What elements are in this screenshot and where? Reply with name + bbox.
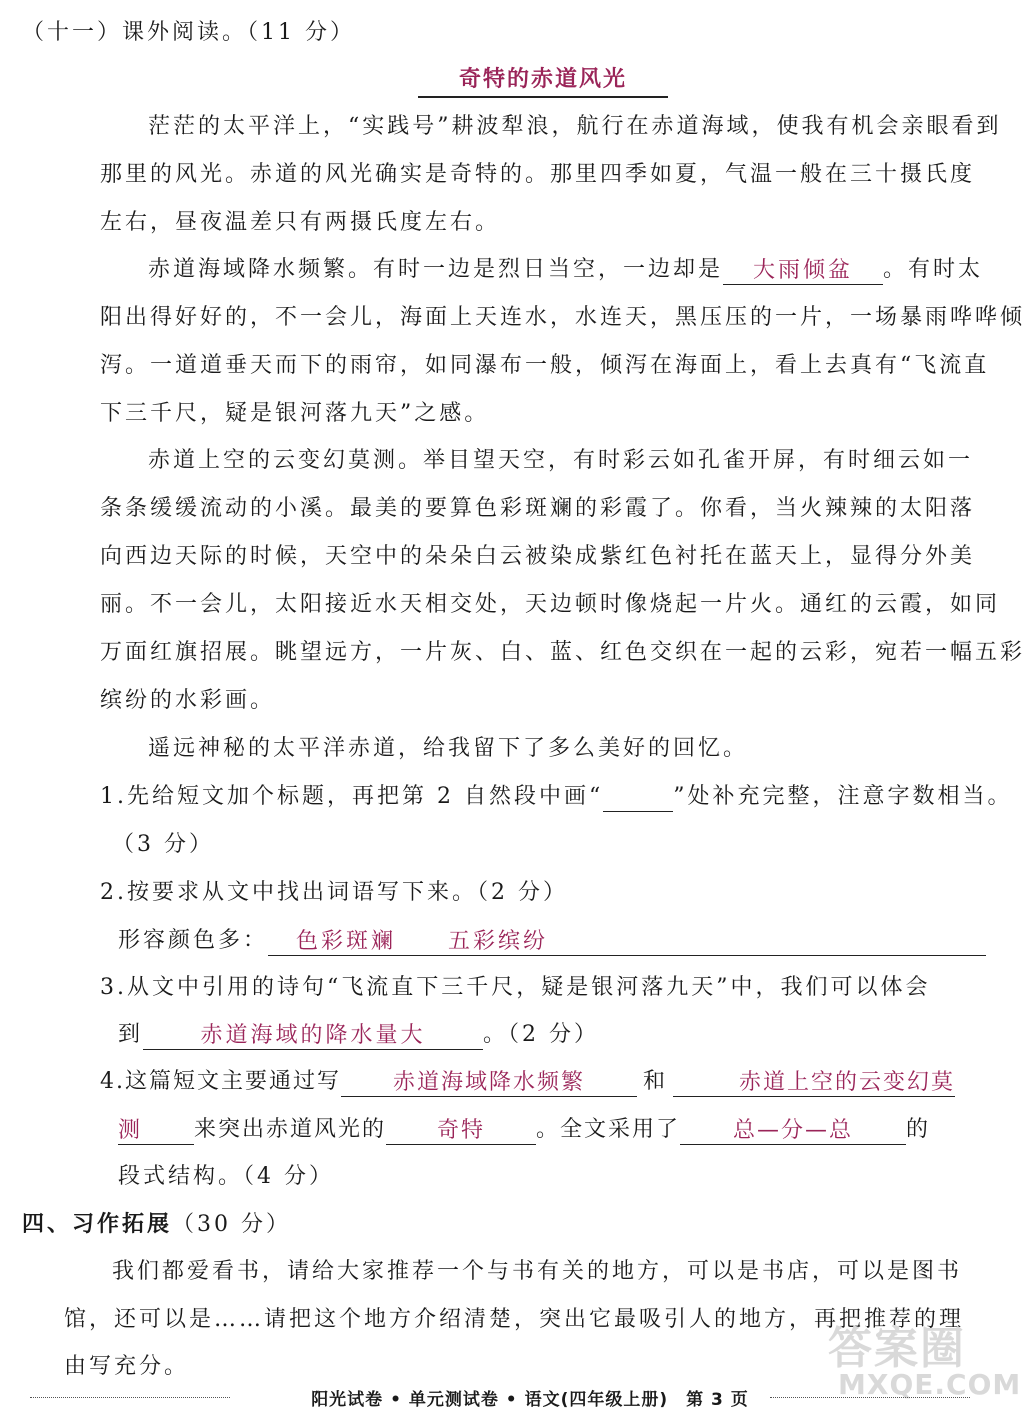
watermark-logo-text: 答案圈 [828,1323,966,1374]
q4-answer2-b: 测 [118,1116,194,1145]
q4-answer2-a: 赤道上空的云变幻莫 [673,1068,955,1097]
q3-pre: 到 [118,1022,144,1047]
q4-mid: 来突出赤道风光的 [194,1117,387,1142]
watermark-url: MXQE.COM [838,1368,1022,1401]
p3-line4: 丽。不一会儿，太阳接近水天相交处，天边顿时像烧起一片火。通红的云霞，如同 [100,592,1001,617]
p3-line6: 缤纷的水彩画。 [100,688,276,713]
p2-line1-post: 。有时太 [883,257,984,282]
footer-rule-right [770,1397,970,1398]
q1-score: （3 分） [112,832,214,857]
q3-line1: 3.从文中引用的诗句“飞流直下三千尺，疑是银河落九天”中，我们可以体会 [100,975,931,1000]
watermark [818,1312,1022,1402]
section-header: （十一）课外阅读。（11 分） [22,20,355,45]
s4-line2: 馆，还可以是……请把这个地方介绍清楚，突出它最吸引人的地方，再把推荐的理 [64,1307,965,1332]
q3-answer: 赤道海域的降水量大 [143,1021,483,1050]
q4-line3: 段式结构。（4 分） [118,1164,334,1189]
p2-line2: 阳出得好好的，不一会儿，海面上天连水，水连天，黑压压的一片，一场暴雨哗哗倾 [100,305,1025,330]
p1-line1: 茫茫的太平洋上，“实践号”耕波犁浪，航行在赤道海域，使我有机会亲眼看到 [148,114,1002,139]
p2-line4: 下三千尺，疑是银河落九天”之感。 [100,401,490,426]
p3-line3: 向西边天际的时候，天空中的朵朵白云被染成紫红色衬托在蓝天上，显得分外美 [100,544,976,569]
q4-answer1: 赤道海域降水频繁 [341,1068,637,1097]
q4-pre: 4.这篇短文主要通过写 [100,1069,341,1094]
p3-line5: 万面红旗招展。眺望远方，一片灰、白、蓝、红色交织在一起的云彩，宛若一幅五彩 [100,640,1025,665]
q2-answer2: 五彩缤纷 [448,929,549,954]
p1-line3: 左右，昼夜温差只有两摄氏度左右。 [100,210,501,235]
q2-answer1: 色彩斑斓 [296,929,397,954]
question-1 [100,782,1012,812]
article-title: 奇特的赤道风光 [418,64,668,98]
s4-line1: 我们都爱看书，请给大家推荐一个与书有关的地方，可以是书店，可以是图书 [112,1259,963,1284]
p4-line1: 遥远神秘的太平洋赤道，给我留下了多么美好的回忆。 [148,736,749,761]
q1-blank [603,783,673,812]
q4-line2 [118,1115,930,1145]
q4-answer3: 奇特 [386,1116,536,1145]
q4-mid2: 。全文采用了 [536,1117,681,1142]
p2-line1 [148,255,983,285]
section-4-header [22,1210,291,1240]
q1-post: ”处补充完整，注意字数相当。 [673,784,1013,809]
q4-post: 的 [906,1117,931,1142]
footer-text: 阳光试卷 • 单元测试卷 • 语文(四年级上册) 第 3 页 [311,1390,749,1410]
q3-post: 。（2 分） [483,1022,600,1047]
q2-label: 形容颜色多： [118,928,269,953]
p2-blank-answer: 大雨倾盆 [723,256,883,285]
p3-line2: 条条缓缓流动的小溪。最美的要算色彩斑斓的彩霞了。你看，当火辣辣的太阳落 [100,496,976,521]
q2-answer-line [118,926,986,956]
section-4-heading: 四、习作拓展 [22,1212,173,1237]
p2-line3: 泻。一道道垂天而下的雨帘，如同瀑布一般，倾泻在海面上，看上去真有“飞流直 [100,353,990,378]
q4-answer4: 总—分—总 [680,1116,906,1145]
p1-line2: 那里的风光。赤道的风光确实是奇特的。那里四季如夏，气温一般在三十摄氏度 [100,162,976,187]
q3-line2 [118,1020,599,1050]
p2-line1-pre: 赤道海域降水频繁。有时一边是烈日当空，一边却是 [148,257,724,282]
q4-line1 [100,1067,955,1097]
q2-answer-blank [268,927,986,956]
s4-line3: 由写充分。 [64,1354,190,1379]
question-2: 2.按要求从文中找出词语写下来。（2 分） [100,880,568,905]
q1-pre: 1.先给短文加个标题，再把第 2 自然段中画“ [100,784,604,809]
section-4-score: （30 分） [172,1212,292,1237]
footer-rule-left [30,1397,230,1398]
p3-line1: 赤道上空的云变幻莫测。举目望天空，有时彩云如孔雀开屏，有时细云如一 [148,448,974,473]
q4-and: 和 [643,1069,668,1094]
